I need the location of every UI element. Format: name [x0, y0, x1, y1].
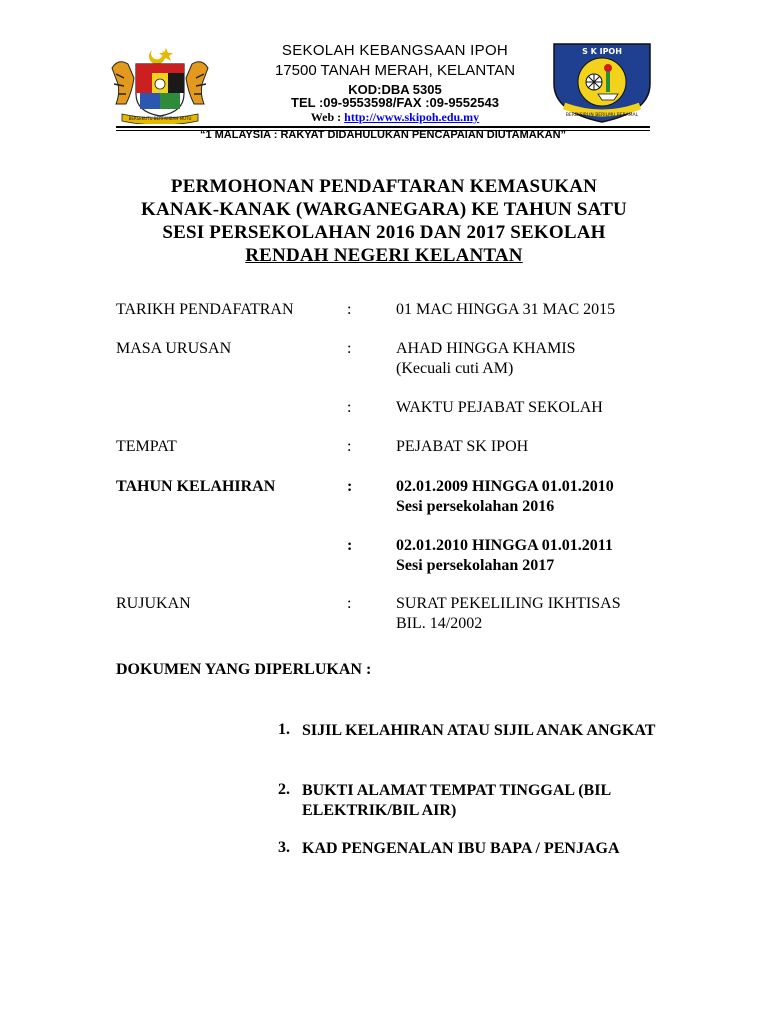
svg-text:BERSEKUTU BERTAMBAH MUTU: BERSEKUTU BERTAMBAH MUTU — [128, 116, 192, 121]
colon: : — [347, 399, 352, 416]
title-line-1: PERMOHONAN PENDAFTARAN KEMASUKAN — [170, 176, 598, 197]
place-label: TEMPAT — [116, 438, 177, 455]
coat-of-arms-logo — [104, 44, 216, 124]
colon: : — [347, 438, 352, 455]
school-name: SEKOLAH KEBANGSAAN IPOH — [281, 42, 509, 59]
school-phone-fax: TEL :09-9553598/FAX :09-9552543 — [291, 95, 499, 110]
colon: : — [347, 478, 353, 495]
website-link[interactable]: http://www.skipoh.edu.my — [344, 110, 480, 124]
registration-date-label: TARIKH PENDAFATRAN — [116, 301, 294, 318]
school-website — [210, 110, 580, 125]
birth-range-2017: 02.01.2010 HINGGA 01.01.2011 — [396, 537, 613, 554]
reference-number: BIL. 14/2002 — [396, 615, 483, 632]
colon: : — [347, 537, 353, 554]
office-hours-time: WAKTU PEJABAT SEKOLAH — [396, 399, 603, 416]
birth-year-label: TAHUN KELAHIRAN — [116, 478, 276, 495]
place-value: PEJABAT SK IPOH — [396, 438, 529, 455]
title-line-3: SESI PERSEKOLAHAN 2016 DAN 2017 SEKOLAH — [162, 222, 606, 243]
website-label: Web : — [310, 110, 345, 124]
session-2016: Sesi persekolahan 2016 — [396, 498, 555, 515]
office-hours-label: MASA URUSAN — [116, 340, 232, 357]
colon: : — [347, 595, 352, 612]
motto: “1 MALAYSIA : RAKYAT DIDAHULUKAN PENCAPAIAN DIUTAMAKAN” — [199, 129, 567, 141]
document-item-address-proof: BUKTI ALAMAT TEMPAT TINGGAL (BIL ELEKTRIK/BIL AIR) — [302, 782, 611, 819]
office-hours-note: (Kecuali cuti AM) — [396, 360, 514, 377]
letterhead-divider-thick — [116, 126, 650, 128]
svg-text:S K IPOH: S K IPOH — [582, 47, 622, 56]
school-code: KOD:DBA 5305 — [348, 82, 442, 97]
registration-date-value: 01 MAC HINGGA 31 MAC 2015 — [396, 301, 616, 318]
title-line-4 — [110, 245, 658, 267]
session-2017: Sesi persekolahan 2017 — [396, 557, 555, 574]
document-item-number: 2. — [278, 781, 290, 798]
office-hours-value: AHAD HINGGA KHAMIS — [396, 340, 576, 357]
document-item-number: 3. — [278, 839, 290, 856]
svg-text:BERDISIPLIN BERILMU BERAMAL: BERDISIPLIN BERILMU BERAMAL — [565, 113, 639, 118]
reference-label: RUJUKAN — [116, 595, 191, 612]
birth-range-2016: 02.01.2009 HINGGA 01.01.2010 — [396, 478, 614, 495]
school-address: 17500 TANAH MERAH, KELANTAN — [274, 62, 516, 79]
school-crest-logo — [542, 40, 662, 124]
documents-heading: DOKUMEN YANG DIPERLUKAN : — [116, 661, 372, 678]
title-line-2: KANAK-KANAK (WARGANEGARA) KE TAHUN SATU — [141, 199, 627, 220]
reference-value: SURAT PEKELILING IKHTISAS — [396, 595, 621, 612]
document-item-parent-ic: KAD PENGENALAN IBU BAPA / PENJAGA — [302, 840, 620, 857]
document-item-number: 1. — [278, 721, 290, 738]
colon: : — [347, 340, 352, 357]
document-item-birth-certificate: SIJIL KELAHIRAN ATAU SIJIL ANAK ANGKAT — [302, 722, 656, 739]
title-line-4-text: RENDAH NEGERI KELANTAN — [245, 245, 523, 266]
colon: : — [347, 301, 352, 318]
